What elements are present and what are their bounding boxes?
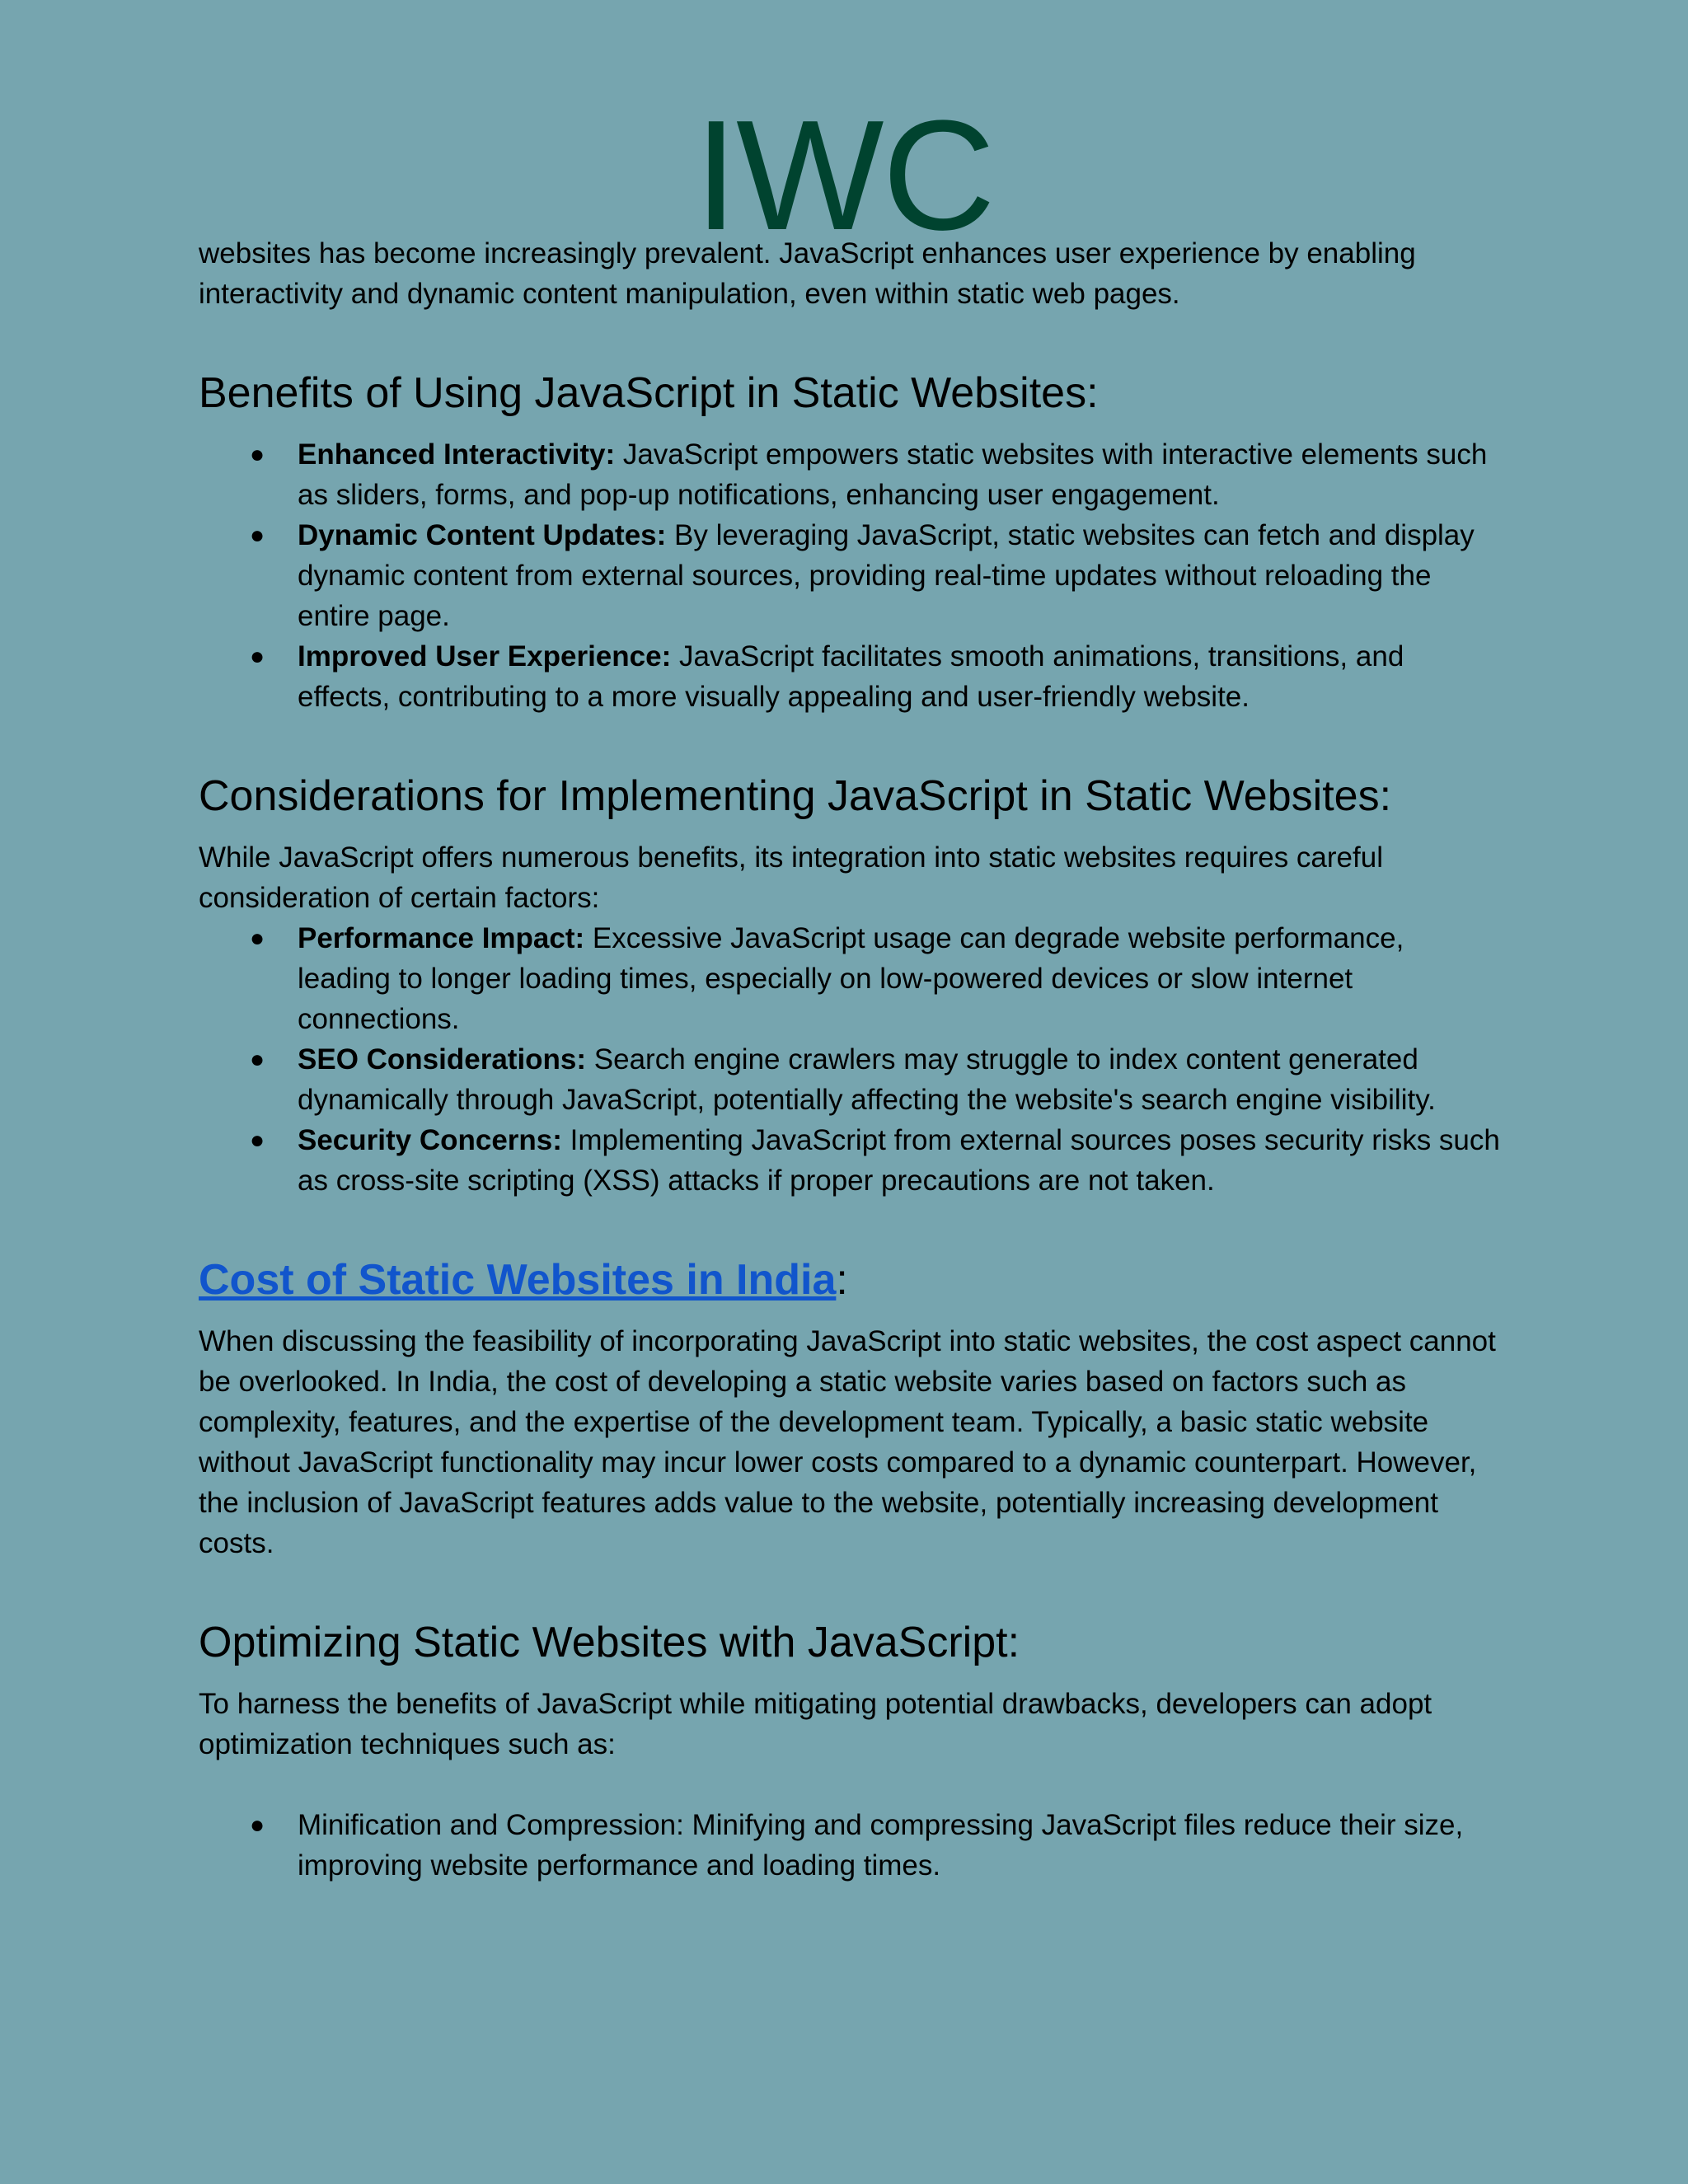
item-text: Excessive JavaScript usage can degrade website performance, leading to longer loading times, especially on low-powered devices or slow internet connections. — [298, 922, 1404, 1035]
cost-paragraph: When discussing the feasibility of incorporating JavaScript into static websites, the cost aspect cannot be overlooked. In India, the cost of developing a static website varies based on factors such as complexity, features, and the expertise of the development team. Typically, a basic static website without JavaScript functionality may incur lower costs compared to a dynamic counterpart. However, the inclusion of JavaScript features adds value to the website, potentially increasing development costs. — [199, 1325, 1496, 1559]
optimizing-list — [199, 1805, 1501, 1886]
item-title: Security Concerns: — [298, 1124, 562, 1156]
item-title: SEO Considerations: — [298, 1043, 587, 1076]
item-title: Dynamic Content Updates: — [298, 519, 667, 551]
item-title: Enhanced Interactivity: — [298, 438, 616, 471]
item-text: Search engine crawlers may struggle to index content generated dynamically through JavaScript, potentially affecting the website's search engine visibility. — [298, 1043, 1436, 1116]
list-item — [298, 515, 1501, 636]
considerations-list — [199, 918, 1501, 1201]
item-title: Performance Impact: — [298, 922, 585, 954]
list-item — [298, 636, 1501, 717]
iwc-logo: IWC — [694, 88, 994, 263]
list-item — [298, 1120, 1501, 1201]
intro-paragraph: websites has become increasingly prevalent. JavaScript enhances user experience by enabling interactivity and dynamic content manipulation, even within static web pages. — [199, 237, 1416, 310]
document-body — [199, 233, 1501, 1886]
optimizing-heading: Optimizing Static Websites with JavaScript: — [199, 1619, 1020, 1666]
item-text: JavaScript facilitates smooth animations, transitions, and effects, contributing to a more visually appealing and user-friendly website. — [298, 640, 1404, 713]
list-item — [298, 1805, 1501, 1886]
item-text: Minification and Compression: Minifying and compressing JavaScript files reduce their size, improving website performance and loading times. — [298, 1809, 1464, 1882]
item-text: By leveraging JavaScript, static websites can fetch and display dynamic content from external sources, providing real-time updates without reloading the entire page. — [298, 519, 1475, 632]
list-item — [298, 918, 1501, 1039]
list-item — [298, 434, 1501, 515]
benefits-list — [199, 434, 1501, 717]
cost-heading-suffix: : — [836, 1256, 848, 1304]
considerations-heading: Considerations for Implementing JavaScript in Static Websites: — [199, 772, 1392, 820]
item-text: Implementing JavaScript from external sources poses security risks such as cross-site scripting (XSS) attacks if proper precautions are not taken. — [298, 1124, 1500, 1197]
list-item — [298, 1039, 1501, 1120]
item-text: JavaScript empowers static websites with interactive elements such as sliders, forms, and pop-up notifications, enhancing user engagement. — [298, 438, 1488, 511]
benefits-heading: Benefits of Using JavaScript in Static Websites: — [199, 369, 1099, 417]
considerations-intro: While JavaScript offers numerous benefits, its integration into static websites requires careful consideration of certain factors: — [199, 841, 1383, 914]
cost-heading — [199, 1255, 1501, 1305]
item-title: Improved User Experience: — [298, 640, 672, 673]
cost-of-static-websites-link[interactable]: Cost of Static Websites in India — [199, 1256, 837, 1304]
optimizing-intro: To harness the benefits of JavaScript while mitigating potential drawbacks, developers can adopt optimization techniques such as: — [199, 1688, 1432, 1760]
